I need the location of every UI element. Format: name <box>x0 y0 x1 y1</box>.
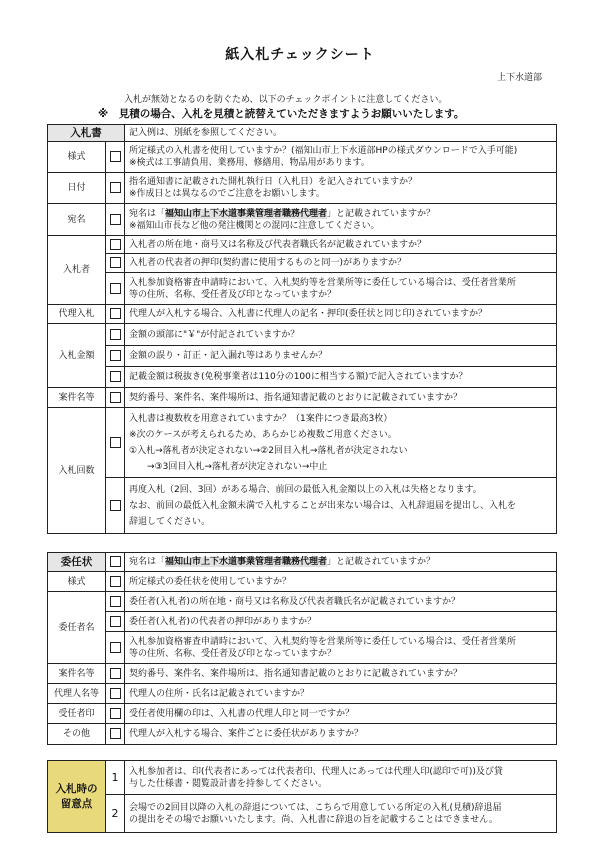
checkbox[interactable] <box>110 308 121 319</box>
remarks-table <box>47 760 557 833</box>
item-line: 指名通知書に記載された開札執行日（入札日）を記入されていますか？ <box>129 177 418 187</box>
bid-yoshiki-row <box>48 142 557 173</box>
item-line <box>129 208 552 220</box>
checklist-item: 契約番号、案件名、案件場所は、指名通知書記載のとおりに記載されていますか？ <box>125 388 557 408</box>
bid-kaisu-row <box>48 408 557 478</box>
bid-kingaku-label: 入札金額 <box>48 324 106 388</box>
checklist-item <box>125 408 557 478</box>
bid-dairi-label: 代理入札 <box>48 305 106 324</box>
proxy-ininsha-row <box>48 612 557 632</box>
bid-nyusatsusha-row <box>48 273 557 305</box>
proxy-anken-row <box>48 664 557 684</box>
item-line: 入札参加者は、印(代表者にあっては代表者印、代理人にあっては代理人印(認印で可))及び貸 <box>129 766 503 777</box>
checklist-item: 金額の頭部に"￥"が付記されていますか？ <box>125 324 557 346</box>
checklist-item <box>125 173 557 204</box>
proxy-dairinin-row <box>48 684 557 704</box>
proxy-sonota-row <box>48 724 557 745</box>
bid-nyusatsusha-label: 入札者 <box>48 236 106 305</box>
checklist-item <box>125 478 557 534</box>
item-line: 入札参加資格審査申請時において、入札契約等を営業所等に委任している場合は、受任者営業所 <box>129 636 516 647</box>
checklist-item <box>125 553 557 572</box>
checkbox[interactable] <box>110 151 121 162</box>
checklist-item: 記載金額は税抜き(免税事業者は110分の100に相当する額)で記入されていますか？ <box>125 367 557 388</box>
remark-text <box>125 761 557 795</box>
proxy-yoshiki-row <box>48 572 557 592</box>
item-line: ※福知山市長など他の発注機関との混同に注意してください。 <box>129 220 380 231</box>
bid-checklist-table <box>47 124 557 534</box>
proxy-ininsha-label: 委任者名 <box>48 592 106 664</box>
bid-kaisu-label: 入札回数 <box>48 408 106 534</box>
bid-nyusatsusha-row <box>48 236 557 254</box>
bid-kingaku-row <box>48 324 557 346</box>
item-line: ※次のケースが考えられるため、あらかじめ複数ご用意ください。 <box>129 429 397 440</box>
checklist-item: 代理人が入札する場合、入札書に代理人の記名・押印(委任状と同じ印)されていますか？ <box>125 305 557 324</box>
checklist-item: 入札者の所在地・商号又は名称及び代表者職氏名が記載されていますか？ <box>125 236 557 254</box>
text-part: 宛名は「 <box>129 557 166 567</box>
proxy-ininsha-row <box>48 592 557 612</box>
bid-hizuke-label: 日付 <box>48 173 106 204</box>
checklist-item: 代理人の住所・氏名は記載されていますか？ <box>125 684 557 704</box>
item-line: なお、前回の最低入札金額未満で入札することが出来ない場合は、入札辞退届を提出し、入札を <box>129 500 517 511</box>
proxy-ininsha-row <box>48 632 557 664</box>
checklist-item: 委任者(入札者)の代表者の押印がありますか？ <box>125 612 557 632</box>
highlighted-addressee: 福知山市上下水道事業管理者職務代理者 <box>165 208 328 219</box>
text-part: 宛名は「 <box>129 208 166 219</box>
checkbox[interactable] <box>110 728 121 739</box>
checkbox[interactable] <box>110 257 121 268</box>
item-line: 所定様式の入札書を使用していますか？(福知山市上下水道部HPの様式ダウンロードで入手可能) <box>129 146 518 156</box>
item-line: 入札書は複数枚を用意されていますか？（1案件につき最高3枚） <box>129 413 393 424</box>
bid-header: 入札書 <box>48 125 125 142</box>
proxy-sonota-label: その他 <box>48 724 106 745</box>
bid-atena-label: 宛名 <box>48 204 106 236</box>
bid-anken-row <box>48 388 557 408</box>
proxy-header: 委任状 <box>48 553 106 572</box>
checkbox[interactable] <box>110 556 121 567</box>
checklist-item <box>125 204 557 236</box>
bid-kingaku-row <box>48 346 557 367</box>
checkbox[interactable] <box>110 283 121 294</box>
remarks-label-line: 入札時の <box>55 782 98 795</box>
checklist-item: 委任者(入札者)の所在地・商号又は名称及び代表者職氏名が記載されていますか？ <box>125 592 557 612</box>
item-line: →③3回目入札→落札者が決定されない→中止 <box>147 461 328 472</box>
checklist-item <box>125 632 557 664</box>
checkbox[interactable] <box>110 437 121 448</box>
notice-text: ※ 見積の場合、入札を見積と読替えていただきますようお願いいたします。 <box>98 108 465 120</box>
highlighted-addressee: 福知山市上下水道事業管理者職務代理者 <box>165 557 328 567</box>
item-line: 辞退してください。 <box>129 516 211 527</box>
item-line: ※検式は工事請負用、業務用、修繕用、物品用があります。 <box>129 158 370 168</box>
bid-kingaku-row <box>48 367 557 388</box>
checklist-item <box>125 273 557 305</box>
proxy-header-row <box>48 553 557 572</box>
proxy-anken-label: 案件名等 <box>48 664 106 684</box>
remarks-label <box>48 761 106 833</box>
proxy-juninsha-label: 受任者印 <box>48 704 106 724</box>
checkbox[interactable] <box>110 708 121 719</box>
remarks-label-line: 留意点 <box>60 797 93 810</box>
checkbox[interactable] <box>110 214 121 225</box>
checkbox[interactable] <box>110 350 121 361</box>
department-label: 上下水道部 <box>496 73 542 83</box>
remark-row <box>48 761 557 795</box>
checkbox[interactable] <box>110 596 121 607</box>
item-line: 与した仕様書・閲覧設計書を持参してください。 <box>129 778 328 789</box>
checkbox[interactable] <box>110 182 121 193</box>
bid-dairi-row <box>48 305 557 324</box>
bid-header-note: 記入例は、別紙を参照してください。 <box>125 125 557 142</box>
checkbox[interactable] <box>110 668 121 679</box>
checklist-item: 所定様式の委任状を使用していますか？ <box>125 572 557 592</box>
checkbox[interactable] <box>110 239 121 250</box>
text-part: 」と記載されていますか？ <box>327 557 436 567</box>
item-line: の提出をその場でお願いいたします。尚、入札書に辞退の旨を記載することはできません。 <box>129 814 498 825</box>
item-line: 等の住所、名称、受任者及び印となっていますか？ <box>129 289 337 300</box>
bid-atena-row <box>48 204 557 236</box>
checkbox[interactable] <box>110 500 121 511</box>
item-line: 再度入札（2回、3回）がある場合、前回の最低入札金額以上の入札は失格となります。 <box>129 484 482 495</box>
checklist-item <box>125 142 557 173</box>
bid-header-row <box>48 125 557 142</box>
item-line: ※作成日とは異なるのでご注意をお願いします。 <box>129 189 325 199</box>
remark-row <box>48 795 557 833</box>
item-line: ①入札→落札者が決定されない→②2回目入札→落札者が決定されない <box>129 445 408 456</box>
proxy-yoshiki-label: 様式 <box>48 572 106 592</box>
page-title: 紙入札チェックシート <box>225 47 375 63</box>
bid-anken-label: 案件名等 <box>48 388 106 408</box>
item-line: 入札参加資格審査申請時において、入札契約等を営業所等に委任している場合は、受任者営業所 <box>129 277 516 288</box>
bid-nyusatsusha-row <box>48 254 557 273</box>
checkbox[interactable] <box>110 642 121 653</box>
proxy-juninsha-row <box>48 704 557 724</box>
checklist-item: 代理人が入札する場合、案件ごとに委任状がありますか？ <box>125 724 557 745</box>
bid-hizuke-row <box>48 173 557 204</box>
checklist-item: 入札者の代表者の押印(契約書に使用するものと同一)がありますか？ <box>125 254 557 273</box>
checkbox[interactable] <box>110 392 121 403</box>
checkbox[interactable] <box>110 576 121 587</box>
checkbox[interactable] <box>110 371 121 382</box>
item-line: 会場での2回目以降の入札の辞退については、こちらで用意している所定の入札(見積)辞退届 <box>129 802 502 813</box>
proxy-checklist-table <box>47 552 557 745</box>
remark-number: 1 <box>106 761 125 795</box>
remark-number: 2 <box>106 795 125 833</box>
bid-kaisu-row <box>48 478 557 534</box>
remark-text <box>125 795 557 833</box>
checkbox[interactable] <box>110 329 121 340</box>
intro-text: 入札が無効となるのを防ぐため、以下のチェックポイントに注意してください。 <box>124 95 448 105</box>
checklist-item: 受任者使用欄の印は、入札書の代理人印と同一ですか？ <box>125 704 557 724</box>
checklist-item: 契約番号、案件名、案件場所は、指名通知書記載のとおりに記載されていますか？ <box>125 664 557 684</box>
checkbox[interactable] <box>110 688 121 699</box>
item-line: 等の住所、名称、受任者及び印となっていますか？ <box>129 648 337 659</box>
text-part: 」と記載されていますか？ <box>327 208 436 219</box>
bid-yoshiki-label: 様式 <box>48 142 106 173</box>
checklist-item: 金額の誤り・訂正・記入漏れ等はありませんか？ <box>125 346 557 367</box>
checkbox[interactable] <box>110 616 121 627</box>
proxy-dairinin-label: 代理人名等 <box>48 684 106 704</box>
